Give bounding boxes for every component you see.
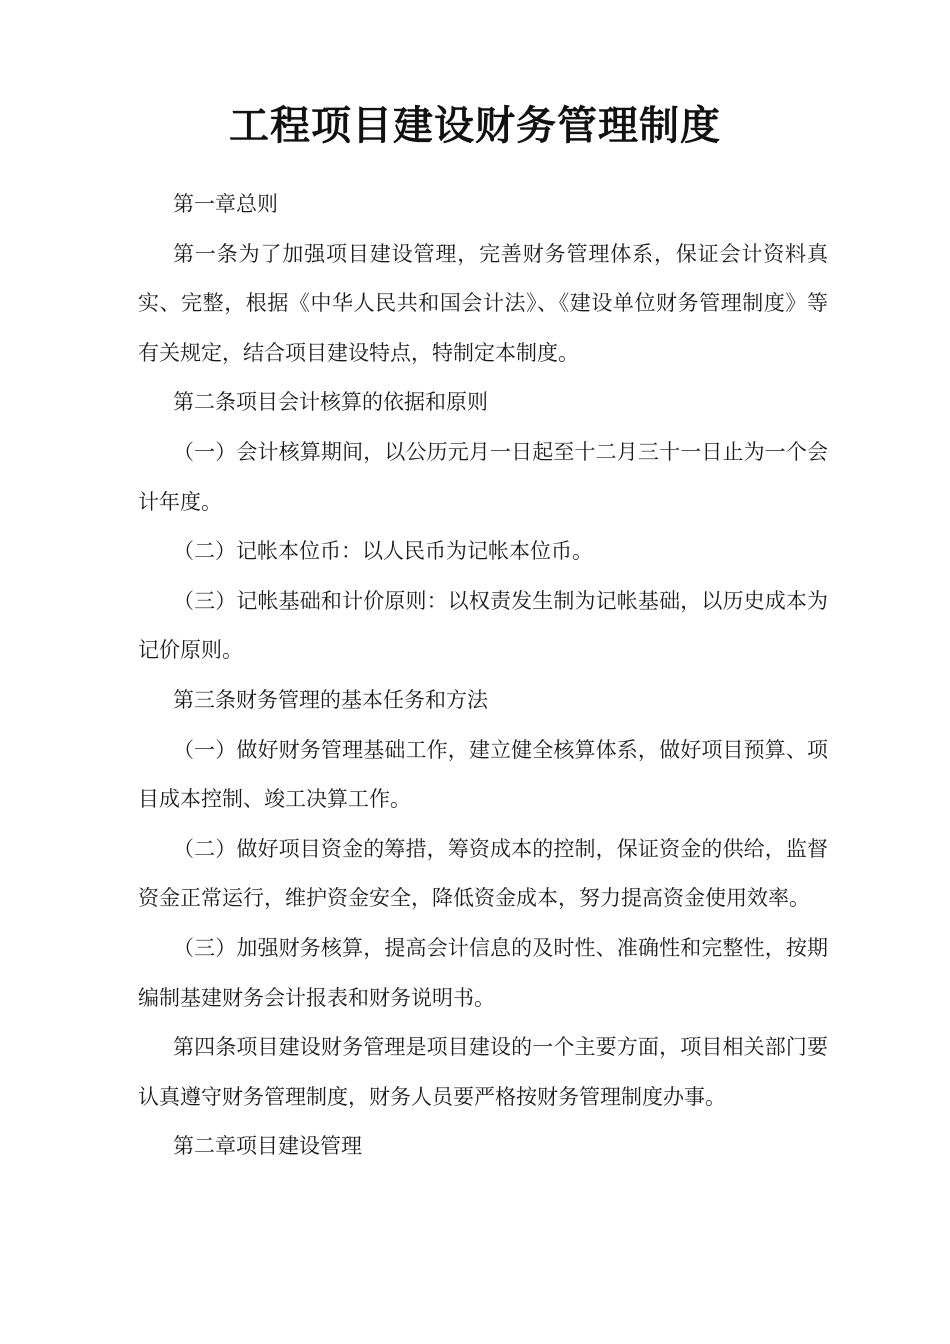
clause-paragraph: （二）记帐本位币：以人民币为记帐本位币。 — [173, 539, 593, 564]
document-title: 工程项目建设财务管理制度 — [229, 103, 721, 149]
chapter-heading: 第二章项目建设管理 — [173, 1134, 362, 1159]
article-heading: 第三条财务管理的基本任务和方法 — [173, 687, 488, 712]
article-heading: 第二条项目会计核算的依据和原则 — [173, 390, 488, 415]
article-paragraph: 第一条为了加强项目建设管理，完善财务管理体系，保证会计资料真实、完整，根据《中华人民共和国会计法》、《建设单位财务管理制度》等有关规定，结合项目建设特点，特制定本制度。 — [138, 241, 828, 365]
document-body — [138, 180, 828, 1172]
clause-paragraph: （一）做好财务管理基础工作，建立健全核算体系，做好项目预算、项目成本控制、竣工决算工作。 — [138, 737, 828, 812]
clause-paragraph: （三）加强财务核算，提高会计信息的及时性、准确性和完整性，按期编制基建财务会计报表和财务说明书。 — [138, 935, 828, 1010]
chapter-heading: 第一章总则 — [173, 192, 278, 216]
clause-paragraph: （二）做好项目资金的筹措，筹资成本的控制，保证资金的供给，监督资金正常运行，维护资金安全，降低资金成本，努力提高资金使用效率。 — [138, 836, 828, 911]
clause-paragraph: （一）会计核算期间，以公历元月一日起至十二月三十一日止为一个会计年度。 — [138, 439, 828, 514]
clause-paragraph: （三）记帐基础和计价原则：以权责发生制为记帐基础，以历史成本为记价原则。 — [138, 588, 828, 663]
article-paragraph: 第四条项目建设财务管理是项目建设的一个主要方面，项目相关部门要认真遵守财务管理制度，财务人员要严格按财务管理制度办事。 — [138, 1035, 828, 1109]
